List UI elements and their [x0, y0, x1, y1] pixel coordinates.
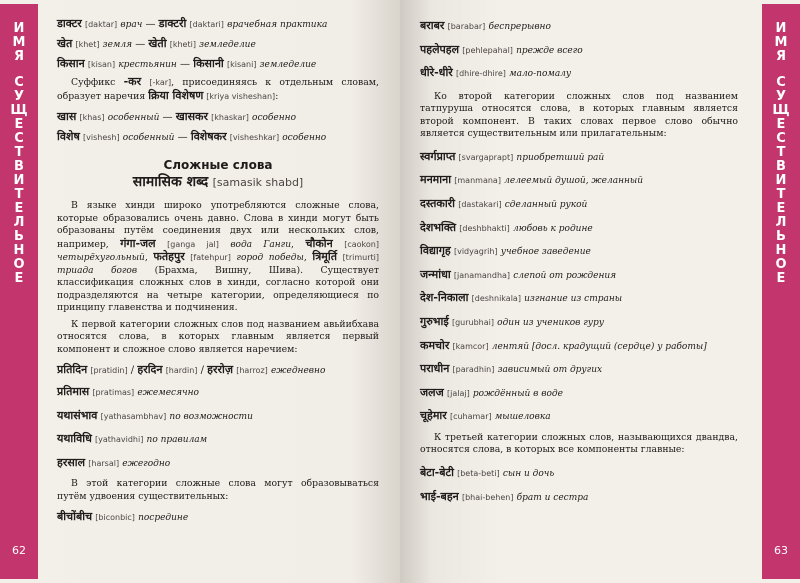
translation: брат и сестра	[516, 492, 589, 503]
dictionary-row	[57, 427, 379, 451]
transliteration: [khet]	[75, 40, 100, 49]
hindi-word: देश-निकाला	[420, 291, 469, 305]
hindi-word: विशेषकर	[190, 130, 227, 143]
tab-letter: Н	[13, 243, 25, 258]
transliteration: [paradhin]	[452, 365, 495, 375]
hindi-word: चूहेमार	[420, 409, 447, 423]
translation: особенный	[107, 113, 160, 123]
left-content	[57, 14, 379, 527]
hindi-word: देशभक्ति	[420, 220, 457, 234]
tab-letter: Е	[776, 201, 786, 216]
hindi-word: किसान	[57, 57, 85, 70]
right-section-tab	[762, 4, 800, 579]
right-content	[420, 14, 738, 508]
translation: земледелие	[259, 60, 317, 70]
hindi-word: धीरे-धीरे	[420, 66, 453, 80]
hindi-word: डाक्टरी	[158, 17, 187, 30]
tab-letter: С	[14, 131, 24, 146]
transliteration: [kamcor]	[452, 341, 489, 351]
translation: любовь к родине	[512, 223, 593, 234]
translation: врач	[120, 20, 143, 30]
dictionary-row	[57, 404, 379, 428]
translation: ежегодно	[122, 458, 171, 469]
transliteration: [barabar]	[447, 22, 486, 31]
separator: —	[159, 112, 176, 123]
tab-letter: И	[775, 173, 787, 188]
dictionary-row	[420, 381, 738, 405]
transliteration: [bhai-behen]	[461, 492, 514, 502]
translation: врачебная практика	[227, 20, 328, 30]
left-page-number: 62	[12, 544, 26, 557]
translation: изгнание из страны	[524, 294, 623, 305]
tab-letter: Е	[776, 117, 786, 132]
second-category-paragraph: Ко второй категории сложных слов под названием татпуруша относятся слова, в которых главным является второй компонент. В таких словах первое слово обычно является существительным или прилагательным:	[420, 90, 738, 140]
transliteration: [khaskar]	[211, 113, 249, 122]
transliteration: [daktari]	[189, 20, 224, 29]
hindi-word: जलज	[420, 385, 444, 399]
translation: сын и дочь	[502, 468, 555, 479]
hindi-word: बेटा-बेटी	[420, 465, 454, 479]
translation: один из учеников гуру	[497, 317, 604, 328]
tab-letter: Ь	[14, 229, 24, 244]
tab-letter: Е	[14, 117, 24, 132]
reduplication-paragraph: В этой категории сложные слова могут образовываться путём удвоения существительных:	[57, 478, 379, 502]
right-second-category-rows	[420, 145, 738, 428]
dictionary-row: प्रतिदिन [pratidin] / हरदिन [hardin] / हररोज़ [harroz] ежедневно	[57, 363, 326, 376]
transliteration: [manmana]	[454, 176, 501, 186]
transliteration: [vishеshkar]	[229, 133, 280, 142]
transliteration: [vishesh]	[83, 133, 120, 142]
separator: —	[174, 132, 191, 143]
transliteration: [vidyagrih]	[453, 247, 498, 257]
hindi-word: खेत	[57, 37, 73, 50]
translation: по правилам	[146, 435, 208, 446]
transliteration: [kheti]	[169, 40, 196, 49]
translation: зависимый от других	[497, 365, 603, 376]
dictionary-row	[57, 14, 379, 34]
hindi-word: जन्मांधा	[420, 267, 451, 281]
translation: особенно	[252, 113, 297, 123]
tab-letter: М	[774, 35, 788, 50]
heading-russian: Сложные слова	[163, 158, 273, 172]
dictionary-row	[420, 263, 738, 287]
translation: лелеемый душой, желанный	[504, 176, 644, 187]
right-tab-title	[762, 22, 800, 286]
section-heading	[57, 157, 379, 192]
dictionary-row	[420, 239, 738, 263]
hindi-word: यथासंभाव	[57, 408, 98, 422]
transliteration: [deshbhakti]	[459, 223, 510, 233]
hindi-word: डाक्टर	[57, 17, 82, 30]
heading-hindi: सामासिक शब्द [samasik shabd]	[132, 174, 304, 190]
dictionary-row	[57, 34, 379, 54]
dictionary-row	[57, 54, 379, 74]
translation: учебное заведение	[500, 247, 591, 258]
hindi-word: खासकर	[175, 110, 208, 123]
tab-letter: Т	[14, 145, 24, 160]
translation: сделанный рукой	[504, 199, 588, 210]
dictionary-row	[420, 61, 738, 85]
hindi-word: कमचोर	[420, 338, 450, 352]
tab-letter: Я	[13, 49, 24, 64]
tab-letter: Е	[14, 271, 24, 286]
tab-letter: Л	[775, 215, 787, 230]
transliteration: [khas]	[79, 113, 105, 122]
transliteration: [yathasambhav]	[100, 411, 167, 421]
tab-letter: Т	[14, 187, 24, 202]
tab-letter: Л	[13, 215, 25, 230]
dictionary-row	[420, 485, 738, 509]
separator: —	[132, 39, 149, 50]
translation: особенно	[282, 133, 327, 143]
tab-letter: В	[776, 159, 786, 174]
dictionary-row	[57, 107, 379, 127]
right-page-number: 63	[774, 544, 788, 557]
tab-letter: Щ	[10, 103, 28, 118]
tab-letter: Я	[775, 49, 786, 64]
left-section-tab	[0, 4, 38, 579]
dictionary-row	[420, 145, 738, 169]
transliteration: [cuhamar]	[449, 412, 492, 422]
left-tab-title	[0, 22, 38, 286]
left-suffix-rows	[57, 107, 379, 147]
translation: земля	[102, 40, 133, 50]
hindi-word: स्वर्गप्राप्त	[420, 149, 456, 163]
hindi-word: मनमाना	[420, 173, 452, 187]
hindi-word: भाई-बहन	[420, 489, 459, 503]
transliteration: [daktar]	[84, 20, 118, 29]
translation: рождённый в воде	[472, 388, 563, 399]
tab-letter: И	[13, 173, 25, 188]
tab-letter: М	[12, 35, 26, 50]
transliteration: [deshnikala]	[471, 294, 521, 304]
hindi-word: पराधीन	[420, 362, 450, 376]
tab-letter: Т	[776, 187, 786, 202]
left-first-category-rows	[57, 380, 379, 474]
transliteration: [harsal]	[88, 458, 120, 468]
dictionary-row	[420, 404, 738, 428]
transliteration: [dastakari]	[458, 199, 502, 209]
tab-letter: В	[14, 159, 24, 174]
transliteration: [gurubhai]	[451, 317, 494, 327]
right-third-category-rows	[420, 461, 738, 508]
tab-letter: И	[775, 21, 787, 36]
transliteration: [kisani]	[226, 60, 257, 69]
tab-letter: Т	[776, 145, 786, 160]
transliteration: [jalaj]	[446, 388, 470, 398]
dictionary-row	[57, 380, 379, 404]
tab-letter: Ь	[776, 229, 786, 244]
tab-letter: И	[13, 21, 25, 36]
dictionary-row	[57, 451, 379, 475]
hindi-word: बराबर	[420, 19, 445, 32]
dictionary-row	[420, 216, 738, 240]
dictionary-row	[57, 127, 379, 147]
separator: —	[142, 19, 159, 30]
tab-letter: С	[776, 75, 786, 90]
transliteration: [dhire-dhire]	[455, 69, 506, 79]
hindi-word: प्रतिमास	[57, 385, 90, 398]
hindi-word: दस्तकारी	[420, 196, 456, 210]
dictionary-row	[420, 286, 738, 310]
hindi-word: किसानी	[193, 57, 224, 70]
transliteration: [svargaprapt]	[458, 152, 514, 162]
transliteration: [yathavidhi]	[95, 435, 144, 445]
hindi-word: पहलेपहल	[420, 42, 460, 56]
hindi-word: विशेष	[57, 130, 80, 143]
translation: слепой от рождения	[513, 270, 617, 281]
transliteration: [janamandha]	[453, 270, 511, 280]
translation: земледелие	[199, 40, 256, 50]
translation: лентяй [досл. крадущий (сердце) у работы]	[491, 341, 707, 352]
left-top-rows	[57, 14, 379, 74]
dictionary-row: बीचोंबीच [biconbic] посредине	[57, 510, 189, 524]
translation: приобретший рай	[516, 152, 605, 163]
tab-letter: С	[14, 75, 24, 90]
translation: по возможности	[169, 411, 253, 422]
dictionary-row	[420, 192, 738, 216]
hindi-word: हरसाल	[57, 455, 86, 469]
hindi-word: विद्यागृह	[420, 244, 451, 258]
right-top-rows	[420, 14, 738, 85]
transliteration: [pratimas]	[92, 388, 135, 397]
hindi-word: खास	[57, 110, 77, 123]
translation: особенный	[122, 133, 175, 143]
tab-letter: Е	[776, 271, 786, 286]
separator: —	[176, 59, 194, 70]
tab-letter: У	[13, 89, 25, 104]
suffix-paragraph: Суффикс -कर [-kar], присоединяясь к отдельным словам, образует наречия क्रिया विशेषण [kriya visheshan]:	[57, 75, 379, 102]
tab-letter: О	[775, 257, 787, 272]
translation: ежемесячно	[137, 388, 199, 398]
translation: мало-помалу	[509, 69, 572, 80]
dictionary-row	[420, 461, 738, 485]
right-page	[400, 0, 800, 583]
dictionary-row	[420, 334, 738, 358]
third-category-paragraph: К третьей категории сложных слов, называющихся двандва, относятся слова, в которых все компоненты главные:	[420, 431, 738, 456]
transliteration: [kisan]	[87, 60, 116, 69]
translation: мышеловка	[494, 412, 551, 423]
tab-letter: Е	[14, 201, 24, 216]
translation: крестьянин	[118, 60, 177, 70]
tab-letter: Щ	[772, 103, 790, 118]
hindi-word: गुरुभाई	[420, 314, 449, 328]
tab-letter: У	[775, 89, 787, 104]
dictionary-row	[420, 168, 738, 192]
transliteration: [beta-beti]	[457, 468, 500, 478]
translation: прежде всего	[516, 45, 583, 56]
dictionary-row	[420, 357, 738, 381]
tab-letter: О	[13, 257, 25, 272]
tab-letter: Н	[775, 243, 787, 258]
compound-intro-paragraph: В языке хинди широко употребляются сложные слова, которые образовались очень давно. Слова в хинди могут быть образованы путём соединения двух или нескольких слов, например, गंगा-जल [ganga jal] вода Ганги, चौकोन [caokon] четырёхугольный, फतेहपुर [fatehpur] город победы, त्रिमूर्ति [trimurti] триада богов (Брахма, Вишну, Шива). Существует классификация сложных слов в хинди, согласно которой они подразделяются на четыре категории, определяющиеся по принципу главенства и подчинения.	[57, 200, 379, 313]
dictionary-row	[420, 14, 738, 38]
translation: беспрерывно	[488, 22, 551, 32]
dictionary-row	[420, 38, 738, 62]
dictionary-row	[420, 310, 738, 334]
tab-letter: С	[776, 131, 786, 146]
hindi-word: खेती	[148, 37, 167, 50]
first-category-paragraph: К первой категории сложных слов под названием авьйибхава относятся слова, в которых главным является первый компонент и сложное слово является наречием:	[57, 318, 379, 355]
transliteration: [pehlepahal]	[462, 45, 513, 55]
hindi-word: यथाविधि	[57, 432, 92, 446]
